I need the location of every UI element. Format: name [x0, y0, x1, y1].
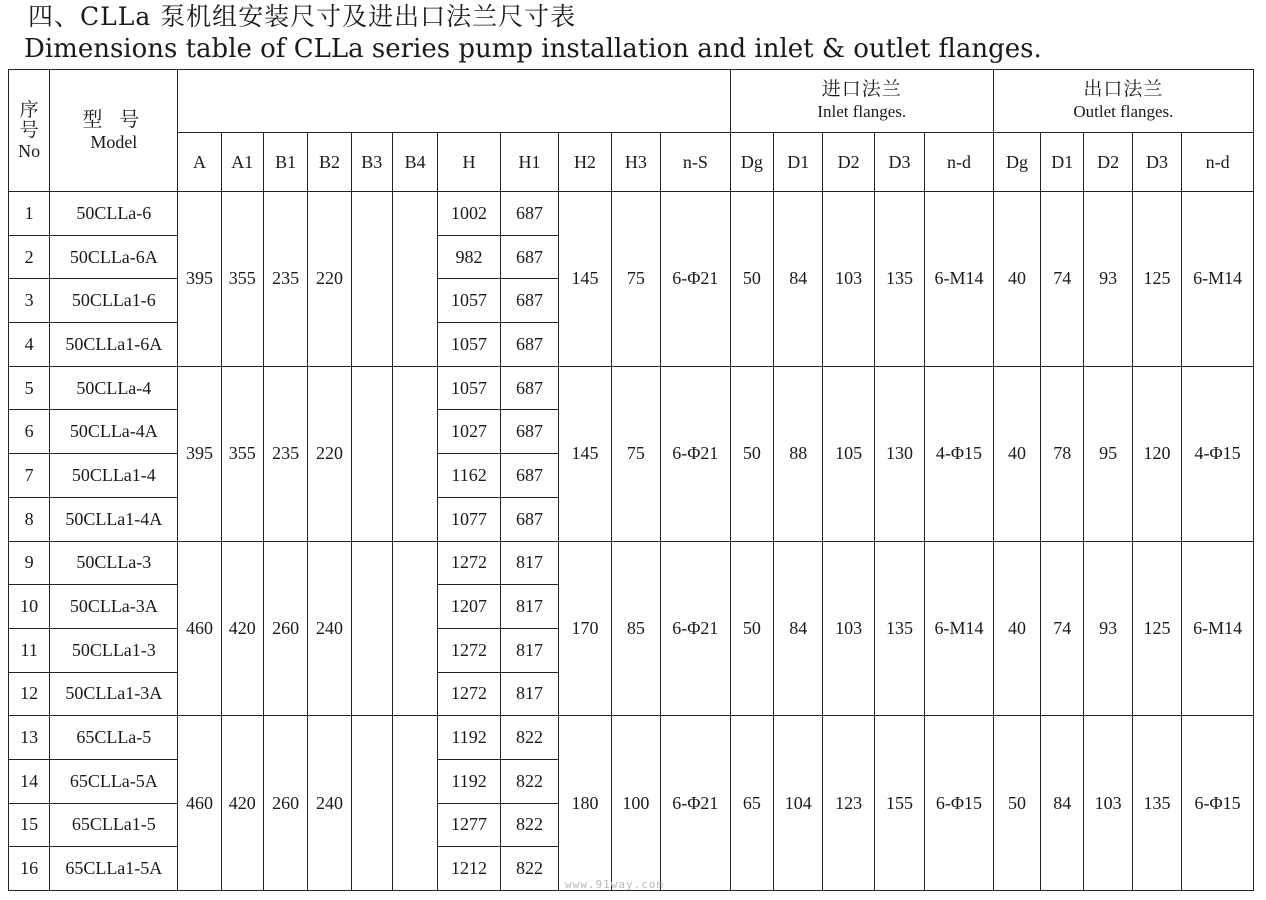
cell-h1: 822 — [500, 759, 558, 803]
cell-h: 1002 — [438, 192, 500, 236]
cell-h: 1057 — [438, 279, 500, 323]
table-row — [9, 366, 1254, 410]
header-outlet-en: Outlet flanges. — [1073, 102, 1174, 121]
cell-h1: 687 — [500, 279, 558, 323]
header-inlet-zh: 进口法兰 — [821, 79, 902, 100]
cell-h1: 822 — [500, 847, 558, 891]
cell-inlet-d2: 123 — [823, 716, 874, 891]
row-model: 50CLLa-3A — [50, 585, 178, 629]
row-no: 6 — [9, 410, 50, 454]
table-row — [9, 192, 1254, 236]
cell-outlet-d1: 78 — [1041, 366, 1084, 541]
col-header-outlet-dg: Dg — [993, 133, 1040, 192]
col-header-h2: H2 — [559, 133, 611, 192]
header-inlet-group — [730, 70, 993, 133]
cell-h: 1272 — [438, 672, 500, 716]
cell-h2: 145 — [559, 366, 611, 541]
row-model: 50CLLa1-6 — [50, 279, 178, 323]
cell-outlet-d1: 84 — [1041, 716, 1084, 891]
cell-h1: 817 — [500, 628, 558, 672]
cell-h1: 687 — [500, 366, 558, 410]
row-no: 10 — [9, 585, 50, 629]
header-seq-char-1: 序 — [19, 99, 39, 121]
row-no: 15 — [9, 803, 50, 847]
row-no: 7 — [9, 454, 50, 498]
cell-h1: 687 — [500, 410, 558, 454]
cell-h1: 687 — [500, 192, 558, 236]
row-model: 50CLLa-4A — [50, 410, 178, 454]
row-model: 50CLLa-6A — [50, 235, 178, 279]
cell-outlet-d1: 74 — [1041, 541, 1084, 716]
header-inlet-en: Inlet flanges. — [817, 102, 907, 121]
cell-b2: 220 — [308, 366, 351, 541]
cell-h: 1057 — [438, 323, 500, 367]
row-no: 2 — [9, 235, 50, 279]
cell-n-s: 6-Φ21 — [661, 541, 731, 716]
header-outlet-group — [993, 70, 1253, 133]
cell-h1: 822 — [500, 803, 558, 847]
col-header-inlet-d3: D3 — [874, 133, 924, 192]
cell-h1: 817 — [500, 672, 558, 716]
col-header-inlet-d2: D2 — [823, 133, 874, 192]
col-header-b3: B3 — [351, 133, 392, 192]
table-body — [9, 192, 1254, 891]
row-no: 4 — [9, 323, 50, 367]
cell-b3 — [351, 366, 392, 541]
row-no: 8 — [9, 497, 50, 541]
dimensions-table — [8, 69, 1254, 891]
cell-a: 395 — [178, 192, 221, 367]
cell-h: 1272 — [438, 628, 500, 672]
col-header-b1: B1 — [263, 133, 307, 192]
cell-h: 1077 — [438, 497, 500, 541]
cell-outlet-d1: 74 — [1041, 192, 1084, 367]
cell-h1: 687 — [500, 454, 558, 498]
cell-h3: 85 — [611, 541, 660, 716]
header-model — [50, 70, 178, 192]
cell-inlet-d1: 84 — [774, 541, 823, 716]
header-outlet-zh: 出口法兰 — [1083, 79, 1164, 100]
cell-h3: 100 — [611, 716, 660, 891]
cell-a1: 355 — [221, 366, 263, 541]
cell-b4 — [392, 716, 437, 891]
cell-inlet-d2: 103 — [823, 541, 874, 716]
row-model: 50CLLa1-6A — [50, 323, 178, 367]
cell-inlet-d2: 105 — [823, 366, 874, 541]
cell-outlet-d2: 103 — [1084, 716, 1132, 891]
row-model: 50CLLa1-4 — [50, 454, 178, 498]
cell-h: 982 — [438, 235, 500, 279]
col-header-h1: H1 — [500, 133, 558, 192]
cell-h: 1272 — [438, 541, 500, 585]
row-model: 50CLLa1-3A — [50, 672, 178, 716]
cell-outlet-dg: 40 — [993, 366, 1040, 541]
row-no: 14 — [9, 759, 50, 803]
cell-a1: 420 — [221, 716, 263, 891]
cell-outlet-dg: 40 — [993, 192, 1040, 367]
row-model: 50CLLa1-4A — [50, 497, 178, 541]
header-row-top — [9, 70, 1254, 133]
row-model: 65CLLa1-5 — [50, 803, 178, 847]
cell-inlet-d3: 130 — [874, 366, 924, 541]
cell-b4 — [392, 192, 437, 367]
row-model: 65CLLa-5 — [50, 716, 178, 760]
cell-outlet-n-d: 6-M14 — [1182, 192, 1254, 367]
row-model: 50CLLa-3 — [50, 541, 178, 585]
cell-a: 395 — [178, 366, 221, 541]
col-header-inlet-n-d: n-d — [925, 133, 994, 192]
header-seq-char-2: 号 — [19, 119, 39, 141]
cell-outlet-d3: 120 — [1132, 366, 1181, 541]
cell-h: 1207 — [438, 585, 500, 629]
col-header-inlet-dg: Dg — [730, 133, 773, 192]
cell-b3 — [351, 541, 392, 716]
col-header-outlet-d3: D3 — [1132, 133, 1181, 192]
cell-b2: 240 — [308, 541, 351, 716]
row-model: 65CLLa-5A — [50, 759, 178, 803]
col-header-a1: A1 — [221, 133, 263, 192]
header-install-blank — [178, 70, 730, 133]
cell-outlet-d2: 95 — [1084, 366, 1132, 541]
cell-b2: 240 — [308, 716, 351, 891]
cell-b2: 220 — [308, 192, 351, 367]
cell-inlet-dg: 65 — [730, 716, 773, 891]
cell-outlet-dg: 50 — [993, 716, 1040, 891]
cell-a: 460 — [178, 716, 221, 891]
cell-outlet-d3: 135 — [1132, 716, 1181, 891]
cell-h1: 817 — [500, 585, 558, 629]
cell-inlet-n-d: 6-M14 — [925, 541, 994, 716]
cell-inlet-d1: 84 — [774, 192, 823, 367]
row-no: 1 — [9, 192, 50, 236]
cell-b3 — [351, 192, 392, 367]
cell-inlet-d3: 135 — [874, 541, 924, 716]
cell-h2: 145 — [559, 192, 611, 367]
row-no: 11 — [9, 628, 50, 672]
cell-h: 1027 — [438, 410, 500, 454]
cell-b3 — [351, 716, 392, 891]
row-model: 65CLLa1-5A — [50, 847, 178, 891]
row-no: 5 — [9, 366, 50, 410]
cell-h1: 822 — [500, 716, 558, 760]
cell-outlet-d3: 125 — [1132, 541, 1181, 716]
col-header-outlet-d2: D2 — [1084, 133, 1132, 192]
row-no: 3 — [9, 279, 50, 323]
col-header-a: A — [178, 133, 221, 192]
header-model-zh: 型 号 — [82, 108, 146, 131]
cell-h2: 170 — [559, 541, 611, 716]
table-row — [9, 716, 1254, 760]
cell-h: 1277 — [438, 803, 500, 847]
row-model: 50CLLa-6 — [50, 192, 178, 236]
cell-outlet-n-d: 4-Φ15 — [1182, 366, 1254, 541]
cell-h1: 687 — [500, 497, 558, 541]
cell-inlet-dg: 50 — [730, 366, 773, 541]
cell-inlet-d2: 103 — [823, 192, 874, 367]
header-seq-en: No — [18, 140, 41, 161]
col-header-n-s: n-S — [661, 133, 731, 192]
cell-h: 1057 — [438, 366, 500, 410]
cell-n-s: 6-Φ21 — [661, 366, 731, 541]
cell-h: 1192 — [438, 716, 500, 760]
title-english: Dimensions table of CLLa series pump installation and inlet & outlet flanges. — [24, 34, 1042, 64]
cell-outlet-dg: 40 — [993, 541, 1040, 716]
col-header-h: H — [438, 133, 500, 192]
cell-h: 1162 — [438, 454, 500, 498]
cell-n-s: 6-Φ21 — [661, 192, 731, 367]
row-model: 50CLLa1-3 — [50, 628, 178, 672]
cell-inlet-n-d: 4-Φ15 — [925, 366, 994, 541]
cell-h1: 817 — [500, 541, 558, 585]
header-seq — [9, 70, 50, 192]
cell-outlet-d3: 125 — [1132, 192, 1181, 367]
cell-a1: 420 — [221, 541, 263, 716]
header-model-en: Model — [90, 131, 138, 152]
cell-inlet-dg: 50 — [730, 192, 773, 367]
cell-inlet-d1: 104 — [774, 716, 823, 891]
cell-b1: 235 — [263, 366, 307, 541]
cell-h3: 75 — [611, 192, 660, 367]
col-header-b4: B4 — [392, 133, 437, 192]
cell-outlet-n-d: 6-Φ15 — [1182, 716, 1254, 891]
col-header-outlet-n-d: n-d — [1182, 133, 1254, 192]
cell-inlet-d1: 88 — [774, 366, 823, 541]
cell-h3: 75 — [611, 366, 660, 541]
row-no: 9 — [9, 541, 50, 585]
cell-outlet-n-d: 6-M14 — [1182, 541, 1254, 716]
watermark: www.91way.com — [565, 878, 665, 891]
cell-b1: 260 — [263, 716, 307, 891]
cell-h1: 687 — [500, 235, 558, 279]
cell-inlet-n-d: 6-M14 — [925, 192, 994, 367]
cell-inlet-d3: 155 — [874, 716, 924, 891]
table-row — [9, 541, 1254, 585]
cell-b4 — [392, 366, 437, 541]
cell-h: 1212 — [438, 847, 500, 891]
cell-b1: 260 — [263, 541, 307, 716]
cell-inlet-dg: 50 — [730, 541, 773, 716]
row-model: 50CLLa-4 — [50, 366, 178, 410]
cell-b1: 235 — [263, 192, 307, 367]
cell-inlet-d3: 135 — [874, 192, 924, 367]
cell-h1: 687 — [500, 323, 558, 367]
col-header-inlet-d1: D1 — [774, 133, 823, 192]
row-no: 12 — [9, 672, 50, 716]
cell-h: 1192 — [438, 759, 500, 803]
cell-a: 460 — [178, 541, 221, 716]
title-chinese: 四、CLLa 泵机组安装尺寸及进出口法兰尺寸表 — [28, 2, 577, 31]
col-header-outlet-d1: D1 — [1041, 133, 1084, 192]
cell-b4 — [392, 541, 437, 716]
cell-a1: 355 — [221, 192, 263, 367]
cell-outlet-d2: 93 — [1084, 541, 1132, 716]
cell-h2: 180 — [559, 716, 611, 891]
cell-inlet-n-d: 6-Φ15 — [925, 716, 994, 891]
cell-n-s: 6-Φ21 — [661, 716, 731, 891]
col-header-h3: H3 — [611, 133, 660, 192]
cell-outlet-d2: 93 — [1084, 192, 1132, 367]
row-no: 16 — [9, 847, 50, 891]
row-no: 13 — [9, 716, 50, 760]
col-header-b2: B2 — [308, 133, 351, 192]
header-row-columns — [9, 133, 1254, 192]
